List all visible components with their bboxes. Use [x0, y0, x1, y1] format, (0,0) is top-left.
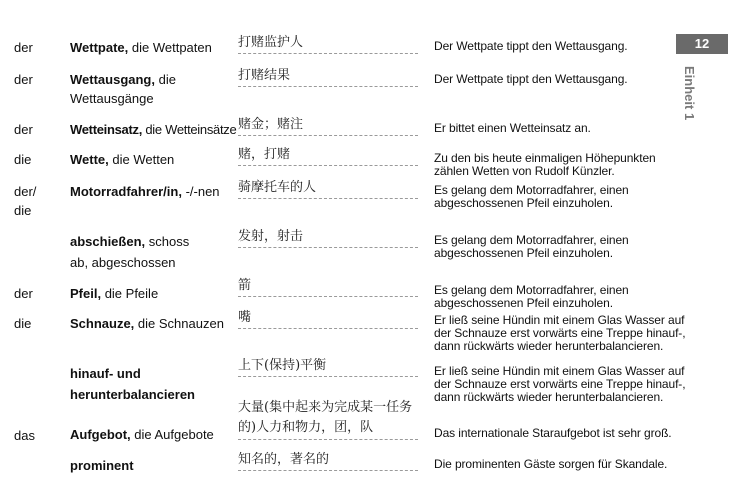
entry-headword: prominent	[70, 458, 134, 473]
entry-article: das	[14, 428, 35, 443]
entry-translation: 骑摩托车的人	[238, 178, 418, 199]
entry-example: Es gelang dem Motorradfahrer, einen abgeschossenen Pfeil einzuholen.	[434, 233, 629, 260]
entry-translation: 箭	[238, 276, 418, 297]
entry-example: Er bittet einen Wetteinsatz an.	[434, 121, 591, 135]
entry-article: der/ die	[14, 184, 37, 218]
entry-example: Zu den bis heute einmaligen Höhepunkten zählen Wetten von Rudolf Künzler.	[434, 151, 656, 178]
entry-article: der	[14, 40, 33, 55]
entry-term	[70, 425, 230, 444]
entry-example: Es gelang dem Motorradfahrer, einen abgeschossenen Pfeil einzuholen.	[434, 283, 629, 310]
entry-headword: Wette,	[70, 152, 109, 167]
entry-example: Der Wettpate tippt den Wettausgang.	[434, 39, 628, 53]
entry-example: Das internationale Staraufgebot ist sehr groß.	[434, 426, 672, 440]
page-number-tab: 12	[676, 34, 728, 54]
entry-plural: die Wettausgänge	[70, 72, 176, 106]
entry-translation: 嘴	[238, 308, 418, 329]
entry-plural: die Aufgebote	[130, 427, 214, 442]
entry-translation: 赌金；赌注	[238, 115, 418, 136]
entry-term	[70, 314, 230, 333]
entry-headword: Wetteinsatz,	[70, 122, 143, 137]
entry-headword: Wettpate,	[70, 40, 129, 55]
entry-translation: 赌，打赌	[238, 145, 418, 166]
entry-article: die	[14, 152, 32, 167]
entry-example: Die prominenten Gäste sorgen für Skandale.	[434, 457, 668, 471]
entry-translation: 打赌监护人	[238, 33, 418, 54]
entry-term	[70, 284, 230, 303]
entry-plural: die Wetten	[108, 152, 175, 167]
entry-article: der	[14, 122, 33, 137]
entry-article: die	[14, 316, 32, 331]
entry-translation: 发射，射击	[238, 227, 418, 248]
entry-term	[70, 456, 230, 475]
entry-plural: -/-nen	[181, 184, 220, 199]
entry-plural: die Pfeile	[101, 286, 159, 301]
entry-term	[70, 120, 260, 139]
entry-example: Er ließ seine Hündin mit einem Glas Wasser auf der Schnauze erst vorwärts eine Treppe hinauf-, dann rückwärts wieder herunterbalancieren.	[434, 364, 686, 404]
entry-term	[70, 363, 215, 405]
entry-plural: die Wetteinsätze	[142, 122, 237, 137]
entry-article: der	[14, 286, 33, 301]
entry-headword: hinauf- und herunterbalancieren	[70, 366, 195, 402]
entry-plural: schoss ab, abgeschossen	[70, 234, 190, 270]
entry-example: Er ließ seine Hündin mit einem Glas Wasser auf der Schnauze erst vorwärts eine Treppe hinauf-, dann rückwärts wieder herunterbalancieren.	[434, 313, 686, 353]
entry-headword: Pfeil,	[70, 286, 102, 301]
entry-term	[70, 231, 210, 273]
entry-headword: Aufgebot,	[70, 427, 131, 442]
unit-label: Einheit 1	[682, 66, 697, 121]
entry-example: Es gelang dem Motorradfahrer, einen abgeschossenen Pfeil einzuholen.	[434, 183, 629, 210]
entry-translation: 打赌结果	[238, 66, 418, 87]
entry-translation: 知名的，著名的	[238, 450, 418, 471]
entry-article: der	[14, 72, 33, 87]
entry-translation: 上下(保持)平衡	[238, 356, 418, 377]
entry-plural: die Wettpaten	[128, 40, 212, 55]
entry-translation: 大量(集中起来为完成某一任务的)人力和物力，团，队	[238, 398, 418, 440]
entry-term	[70, 182, 230, 201]
entry-plural: die Schnauzen	[134, 316, 224, 331]
entry-term	[70, 70, 190, 108]
entry-term	[70, 150, 230, 169]
entry-headword: Wettausgang,	[70, 72, 155, 87]
entry-headword: Schnauze,	[70, 316, 135, 331]
entry-example: Der Wettpate tippt den Wettausgang.	[434, 72, 628, 86]
entry-headword: Motorradfahrer/in,	[70, 184, 182, 199]
entry-term	[70, 38, 230, 57]
entry-headword: abschießen,	[70, 234, 146, 249]
